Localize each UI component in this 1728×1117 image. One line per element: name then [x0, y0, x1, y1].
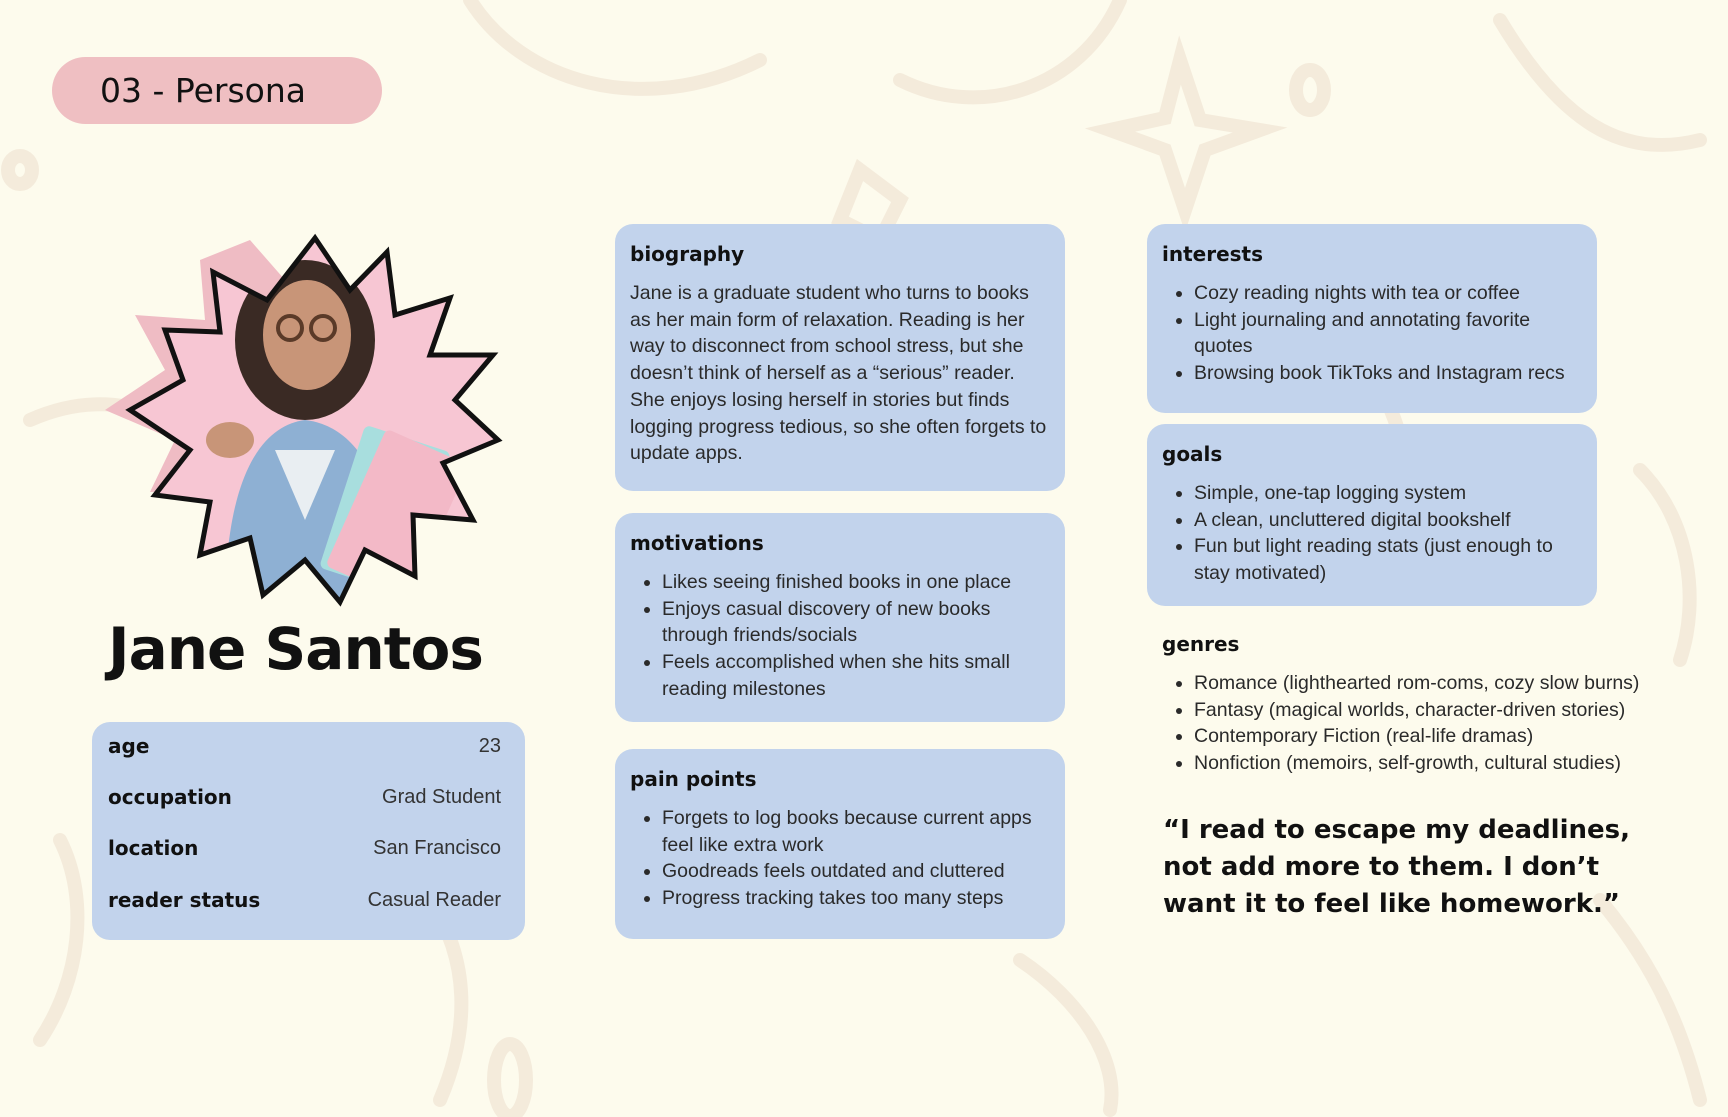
detail-key: occupation [108, 785, 232, 809]
list-item: • Simple, one-tap logging system [1194, 480, 1581, 507]
genres-list [1162, 670, 1702, 777]
list-item: • Browsing book TikToks and Instagram recs [1194, 360, 1581, 387]
biography-text: Jane is a graduate student who turns to books as her main form of relaxation. Reading is her way to disconnect from school stress, but she doesn’t think of herself as a “serious” reader. She enjoys losing herself in stories but finds logging progress tedious, so she often forgets to update apps. [630, 282, 1047, 465]
section-pill [52, 57, 382, 124]
biography-title: biography [630, 242, 745, 266]
list-item: • Likes seeing finished books in one place [662, 569, 1049, 596]
list-item: • Progress tracking takes too many steps [662, 885, 1049, 912]
list-item: • Fun but light reading stats (just enough to stay motivated) [1194, 533, 1581, 586]
list-item: • A clean, uncluttered digital bookshelf [1194, 507, 1581, 534]
avatar [95, 220, 510, 610]
list-item: • Feels accomplished when she hits small reading milestones [662, 649, 1049, 702]
detail-value: Casual Reader [367, 888, 501, 911]
detail-key: reader status [108, 888, 261, 912]
detail-value: San Francisco [373, 836, 501, 859]
goals-card [1147, 424, 1597, 606]
motivations-card [615, 513, 1065, 722]
list-item: • Goodreads feels outdated and cluttered [662, 858, 1049, 885]
goals-list [1162, 480, 1581, 587]
detail-value: Grad Student [382, 785, 501, 808]
list-item: • Fantasy (magical worlds, character-driven stories) [1194, 697, 1702, 724]
motivations-list [630, 569, 1049, 703]
section-label: 03 - Persona [100, 71, 306, 110]
detail-row-occupation [108, 785, 501, 809]
persona-details-card [92, 722, 525, 940]
interests-list [1162, 280, 1581, 387]
list-item: • Nonfiction (memoirs, self-growth, cultural studies) [1194, 750, 1702, 777]
detail-row-age [108, 734, 501, 758]
list-item: • Contemporary Fiction (real-life dramas) [1194, 723, 1702, 750]
interests-card [1147, 224, 1597, 413]
goals-title: goals [1162, 442, 1223, 466]
list-item: • Enjoys casual discovery of new books through friends/socials [662, 596, 1049, 649]
pain-points-card [615, 749, 1065, 939]
detail-row-reader-status [108, 888, 501, 912]
genres-title: genres [1162, 632, 1240, 656]
list-item: • Forgets to log books because current apps feel like extra work [662, 805, 1049, 858]
biography-card [615, 224, 1065, 491]
pain-points-list [630, 805, 1049, 912]
motivations-title: motivations [630, 531, 764, 555]
persona-name: Jane Santos [108, 615, 483, 683]
detail-row-location [108, 836, 501, 860]
genres-section [1162, 632, 1702, 777]
detail-key: location [108, 836, 199, 860]
list-item: • Cozy reading nights with tea or coffee [1194, 280, 1581, 307]
persona-quote: “I read to escape my deadlines, not add more to them. I don’t want it to feel like homework.” [1163, 815, 1630, 919]
list-item: • Light journaling and annotating favorite quotes [1194, 307, 1581, 360]
detail-key: age [108, 734, 150, 758]
pain-points-title: pain points [630, 767, 757, 791]
detail-value: 23 [478, 734, 501, 757]
interests-title: interests [1162, 242, 1264, 266]
list-item: • Romance (lighthearted rom-coms, cozy slow burns) [1194, 670, 1702, 697]
